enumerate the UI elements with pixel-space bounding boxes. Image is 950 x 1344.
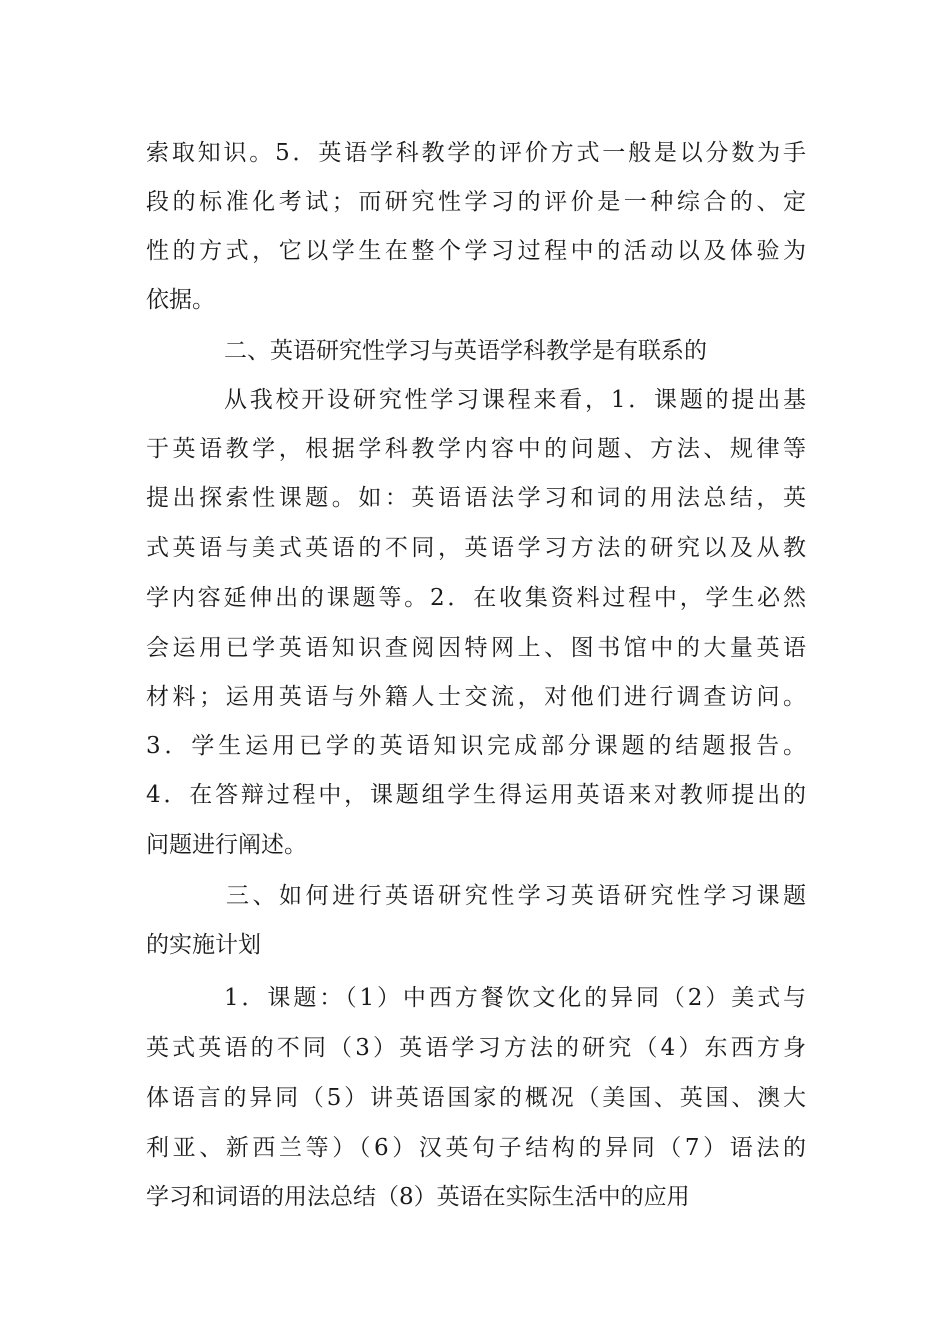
paragraph-1-line-2: 段的标准化考试；而研究性学习的评价是一种综合的、定 [146,189,806,215]
section-2-heading: 二、英语研究性学习与英语学科教学是有联系的 [224,338,707,364]
paragraph-2-line-6: 会运用已学英语知识查阅因特网上、图书馆中的大量英语 [146,635,806,661]
paragraph-2-line-4: 式英语与美式英语的不同，英语学习方法的研究以及从教 [146,535,806,561]
paragraph-3-line-1: 1．课题：（1）中西方餐饮文化的异同（2）美式与 [224,985,806,1011]
paragraph-2-line-2: 于英语教学，根据学科教学内容中的问题、方法、规律等 [146,436,806,462]
paragraph-1-line-1: 索取知识。5．英语学科教学的评价方式一般是以分数为手 [146,140,806,166]
paragraph-1-line-4: 依据。 [146,287,215,313]
paragraph-3-line-2: 英式英语的不同（3）英语学习方法的研究（4）东西方身 [146,1035,806,1061]
paragraph-2-line-3: 提出探索性课题。如：英语语法学习和词的用法总结，英 [146,485,806,511]
paragraph-2-line-8: 3．学生运用已学的英语知识完成部分课题的结题报告。 [146,733,806,759]
paragraph-1-line-3: 性的方式，它以学生在整个学习过程中的活动以及体验为 [146,238,806,264]
paragraph-2-line-9: 4．在答辩过程中，课题组学生得运用英语来对教师提出的 [146,782,806,808]
paragraph-2-line-10: 问题进行阐述。 [146,832,307,858]
paragraph-3-line-4: 利亚、新西兰等）（6）汉英句子结构的异同（7）语法的 [146,1135,806,1161]
paragraph-2-line-1: 从我校开设研究性学习课程来看，1．课题的提出基 [224,387,806,413]
paragraph-3-line-3: 体语言的异同（5）讲英语国家的概况（美国、英国、澳大 [146,1085,806,1111]
paragraph-3-line-5: 学习和词语的用法总结（8）英语在实际生活中的应用 [146,1184,690,1210]
section-3-heading-line-1: 三、如何进行英语研究性学习英语研究性学习课题 [226,883,806,909]
paragraph-2-line-5: 学内容延伸出的课题等。2．在收集资料过程中，学生必然 [146,585,806,611]
section-3-heading-line-2: 的实施计划 [146,932,261,958]
paragraph-2-line-7: 材料；运用英语与外籍人士交流，对他们进行调查访问。 [146,684,806,710]
